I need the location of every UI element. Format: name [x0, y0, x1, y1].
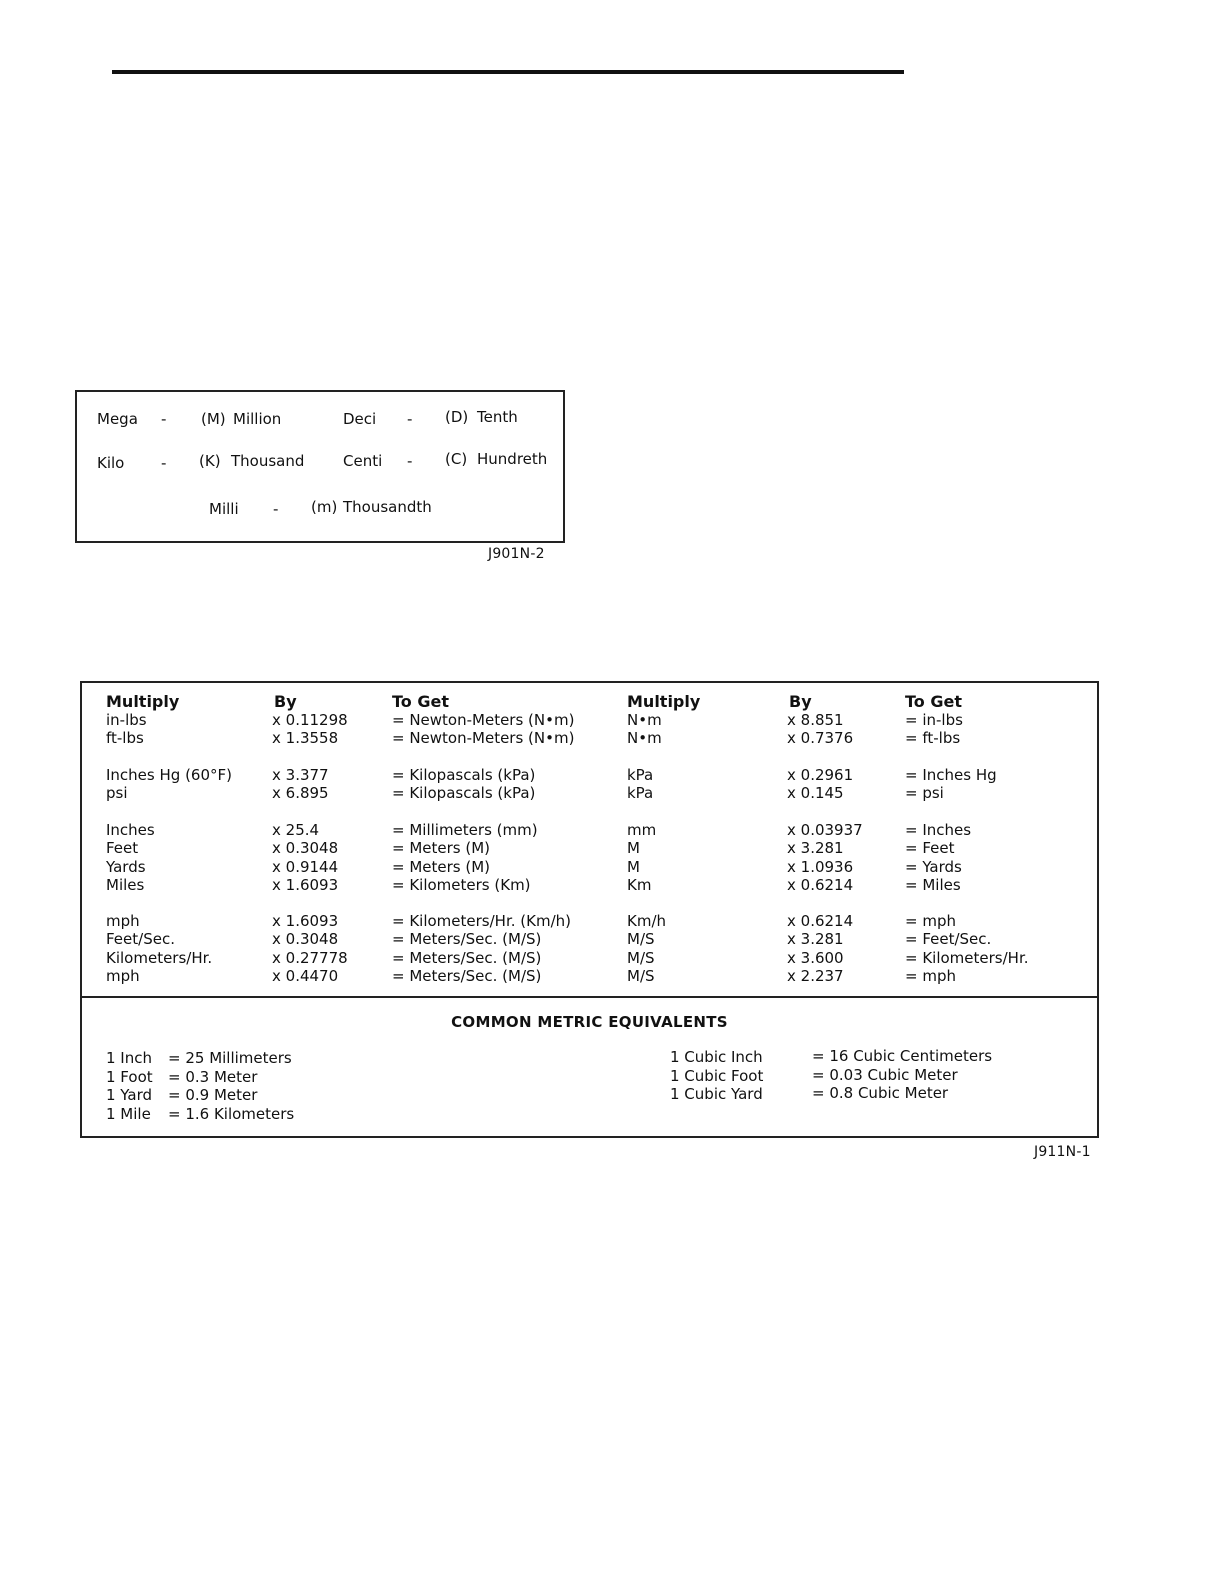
table-cell: M — [627, 839, 640, 857]
equivalent-unit: 1 Foot — [106, 1068, 153, 1086]
table-cell: = Meters/Sec. (M/S) — [392, 949, 542, 967]
prefix-meaning: Thousandth — [343, 498, 432, 516]
equivalent-value: = 1.6 Kilometers — [168, 1105, 295, 1123]
table-cell: N•m — [627, 711, 662, 729]
table-cell: Yards — [106, 858, 146, 876]
table-cell: N•m — [627, 729, 662, 747]
equivalent-value: = 0.8 Cubic Meter — [812, 1084, 949, 1102]
table-cell: M/S — [627, 930, 655, 948]
equivalent-value: = 0.03 Cubic Meter — [812, 1066, 958, 1084]
table-cell: x 0.145 — [787, 784, 844, 802]
column-header: Multiply — [106, 692, 180, 711]
prefix-meaning: Hundreth — [477, 450, 548, 468]
prefix-abbr: (m) — [311, 498, 338, 516]
table-cell: mm — [627, 821, 657, 839]
table-cell: = psi — [905, 784, 944, 802]
prefix-dash: - — [407, 452, 413, 470]
table-cell: = Newton-Meters (N•m) — [392, 729, 575, 747]
table-cell: M/S — [627, 949, 655, 967]
column-header: To Get — [392, 692, 449, 711]
table-cell: = Kilometers (Km) — [392, 876, 531, 894]
prefix-meaning: Tenth — [477, 408, 518, 426]
table-cell: = in-lbs — [905, 711, 963, 729]
table-cell: x 0.7376 — [787, 729, 854, 747]
table-cell: = Meters (M) — [392, 858, 491, 876]
table-cell: = Feet — [905, 839, 955, 857]
prefix-name: Mega — [97, 410, 138, 428]
table-cell: x 6.895 — [272, 784, 329, 802]
table-cell: M — [627, 858, 640, 876]
table-cell: x 1.3558 — [272, 729, 339, 747]
table-cell: M/S — [627, 967, 655, 985]
table-cell: = Miles — [905, 876, 961, 894]
table-cell: = mph — [905, 912, 956, 930]
prefix-meaning: Million — [233, 410, 282, 428]
table-cell: mph — [106, 967, 140, 985]
prefix-dash: - — [161, 454, 167, 472]
prefix-abbr: (M) — [201, 410, 226, 428]
table-cell: = mph — [905, 967, 956, 985]
table-cell: kPa — [627, 784, 654, 802]
table-cell: x 1.6093 — [272, 876, 339, 894]
conversion-table — [80, 681, 1099, 1138]
table-cell: x 0.3048 — [272, 930, 339, 948]
table-cell: Km — [627, 876, 652, 894]
table-cell: Kilometers/Hr. — [106, 949, 213, 967]
table-cell: Inches — [106, 821, 155, 839]
figure-id: J911N-1 — [1034, 1144, 1091, 1160]
table-cell: x 3.600 — [787, 949, 844, 967]
table-cell: x 1.0936 — [787, 858, 854, 876]
prefix-dash: - — [407, 410, 413, 428]
equivalent-value: = 0.9 Meter — [168, 1086, 258, 1104]
equivalent-unit: 1 Cubic Foot — [670, 1067, 764, 1085]
table-cell: Feet/Sec. — [106, 930, 175, 948]
equivalent-value: = 16 Cubic Centimeters — [812, 1047, 993, 1065]
table-cell: x 0.2961 — [787, 766, 854, 784]
table-cell: x 0.3048 — [272, 839, 339, 857]
equivalent-unit: 1 Yard — [106, 1086, 153, 1104]
table-cell: x 3.377 — [272, 766, 329, 784]
prefix-dash: - — [273, 500, 279, 518]
table-cell: psi — [106, 784, 128, 802]
equivalent-unit: 1 Cubic Inch — [670, 1048, 763, 1066]
table-cell: x 8.851 — [787, 711, 844, 729]
prefix-name: Deci — [343, 410, 377, 428]
table-divider — [82, 996, 1097, 998]
table-cell: in-lbs — [106, 711, 147, 729]
equivalent-unit: 1 Inch — [106, 1049, 152, 1067]
table-cell: = Inches Hg — [905, 766, 997, 784]
table-cell: = Meters/Sec. (M/S) — [392, 930, 542, 948]
table-cell: ft-lbs — [106, 729, 144, 747]
table-cell: x 0.03937 — [787, 821, 863, 839]
table-cell: = Meters/Sec. (M/S) — [392, 967, 542, 985]
prefix-abbr: (D) — [445, 408, 469, 426]
column-header: By — [274, 692, 297, 711]
figure-id: J901N-2 — [488, 546, 545, 562]
metric-prefix-box — [75, 390, 565, 543]
table-cell: Feet — [106, 839, 139, 857]
equivalent-value: = 25 Millimeters — [168, 1049, 292, 1067]
equivalents-title: COMMON METRIC EQUIVALENTS — [451, 1013, 728, 1031]
top-rule — [112, 70, 904, 74]
table-cell: Inches Hg (60°F) — [106, 766, 232, 784]
equivalent-unit: 1 Mile — [106, 1105, 151, 1123]
prefix-name: Centi — [343, 452, 383, 470]
column-header: By — [789, 692, 812, 711]
equivalent-value: = 0.3 Meter — [168, 1068, 258, 1086]
table-cell: = Meters (M) — [392, 839, 491, 857]
table-cell: Miles — [106, 876, 145, 894]
table-cell: x 0.4470 — [272, 967, 339, 985]
table-cell: = Millimeters (mm) — [392, 821, 538, 839]
prefix-abbr: (C) — [445, 450, 468, 468]
table-cell: = Kilopascals (kPa) — [392, 784, 536, 802]
table-cell: = ft-lbs — [905, 729, 961, 747]
prefix-name: Milli — [209, 500, 239, 518]
table-cell: = Inches — [905, 821, 972, 839]
column-header: To Get — [905, 692, 962, 711]
table-cell: = Yards — [905, 858, 962, 876]
column-header: Multiply — [627, 692, 701, 711]
table-cell: x 0.6214 — [787, 876, 854, 894]
table-cell: x 3.281 — [787, 930, 844, 948]
prefix-dash: - — [161, 410, 167, 428]
prefix-abbr: (K) — [199, 452, 221, 470]
table-cell: x 0.6214 — [787, 912, 854, 930]
table-cell: x 0.9144 — [272, 858, 339, 876]
table-cell: kPa — [627, 766, 654, 784]
table-cell: = Newton-Meters (N•m) — [392, 711, 575, 729]
table-cell: = Feet/Sec. — [905, 930, 992, 948]
table-cell: = Kilometers/Hr. — [905, 949, 1029, 967]
prefix-meaning: Thousand — [231, 452, 305, 470]
table-cell: x 25.4 — [272, 821, 320, 839]
table-cell: mph — [106, 912, 140, 930]
prefix-name: Kilo — [97, 454, 125, 472]
table-cell: x 0.11298 — [272, 711, 348, 729]
table-cell: x 3.281 — [787, 839, 844, 857]
equivalent-unit: 1 Cubic Yard — [670, 1085, 763, 1103]
table-cell: = Kilopascals (kPa) — [392, 766, 536, 784]
table-cell: x 1.6093 — [272, 912, 339, 930]
table-cell: = Kilometers/Hr. (Km/h) — [392, 912, 571, 930]
table-cell: x 2.237 — [787, 967, 844, 985]
table-cell: Km/h — [627, 912, 667, 930]
table-cell: x 0.27778 — [272, 949, 348, 967]
